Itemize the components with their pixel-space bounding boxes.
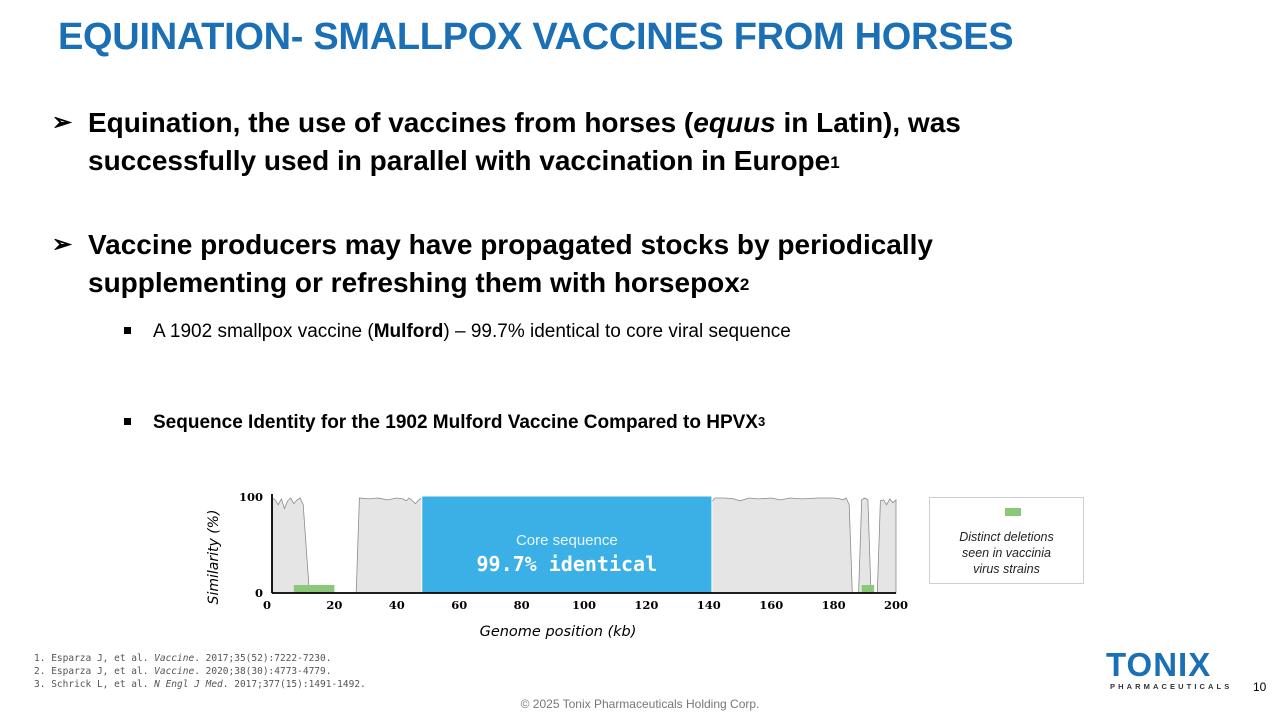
footnote-ref: 2 (739, 275, 750, 294)
x-tick-label: 80 (513, 598, 530, 612)
reference-item: 2. Esparza J, et al. Vaccine. 2020;38(30):4773-4779. (34, 666, 332, 677)
x-tick-label: 180 (821, 598, 846, 612)
x-tick-label: 200 (883, 598, 909, 612)
arrow-bullet-icon: ➢ (52, 231, 73, 258)
deletion-legend-swatch (1005, 508, 1021, 516)
reference-item: 3. Schrick L, et al. N Engl J Med. 2017;377(15):1491-1492. (34, 679, 366, 690)
copyright: © 2025 Tonix Pharmaceuticals Holding Corp. (520, 697, 760, 711)
page-number: 10 (1253, 680, 1267, 694)
core-identity-label: 99.7% identical (476, 552, 658, 576)
footnote-ref: 3 (757, 414, 766, 429)
similarity-chart (195, 480, 915, 645)
bullet-equination-line1: Equination, the use of vaccines from horses (equus in Latin), was (88, 107, 961, 138)
x-tick-label: 120 (634, 598, 659, 612)
deletion-marker (294, 585, 335, 593)
x-tick-label: 100 (571, 598, 597, 612)
x-tick-label: 40 (388, 598, 405, 612)
references (34, 652, 366, 691)
bullet-producers-line2: supplementing or refreshing them with horsepox$^2$ (88, 267, 750, 298)
bullet-producers-line1: Vaccine producers may have propagated stocks by periodically (88, 229, 934, 260)
arrow-bullet-icon: ➢ (52, 109, 73, 136)
deletion-marker (862, 585, 874, 593)
y-tick-label: 0 (254, 586, 263, 600)
logo-wordmark: TONIX (1106, 646, 1212, 683)
chart-legend (929, 497, 1084, 584)
x-tick-label: 0 (262, 598, 272, 612)
logo-subtitle: PHARMACEUTICALS (1110, 682, 1233, 691)
x-axis-title: Genome position (kb) (479, 624, 637, 640)
square-bullet-icon (124, 418, 131, 425)
bullet-equination-line2: successfully used in parallel with vaccination in Europe$^1$ (88, 145, 840, 176)
x-tick-label: 160 (759, 598, 784, 612)
reference-item: 1. Esparza J, et al. Vaccine. 2017;35(52):7222-7230. (34, 653, 332, 664)
x-tick-label: 20 (326, 598, 343, 612)
y-axis-title: Similarity (%) (206, 509, 222, 605)
x-tick-label: 140 (696, 598, 721, 612)
page-title: EQUINATION- SMALLPOX VACCINES FROM HORSES (58, 16, 1014, 58)
footnote-ref: 1 (830, 153, 840, 172)
y-tick-label: 100 (238, 490, 263, 504)
tonix-logo (1106, 646, 1233, 691)
square-bullet-icon (124, 327, 131, 334)
legend-label: Distinct deletions seen in vaccinia virus strains (959, 530, 1054, 576)
core-sequence-label: Core sequence (515, 532, 618, 549)
x-tick-label: 60 (451, 598, 468, 612)
